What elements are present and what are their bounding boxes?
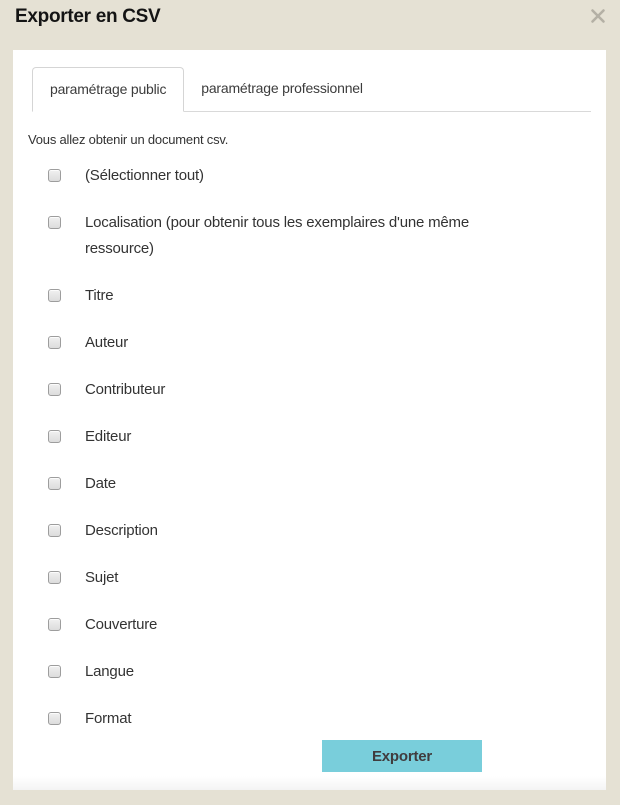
field-label[interactable]: Editeur: [85, 428, 132, 445]
field-label[interactable]: Date: [85, 475, 116, 492]
field-row-date: [28, 471, 591, 497]
tab-parametrage-professionnel[interactable]: paramétrage professionnel: [201, 80, 363, 96]
tab-parametrage-public[interactable]: paramétrage public: [32, 67, 184, 112]
checkbox-auteur[interactable]: [48, 336, 61, 349]
checkbox-localisation[interactable]: [48, 216, 61, 229]
checkbox-couverture[interactable]: [48, 618, 61, 631]
field-row-localisation: [28, 210, 591, 262]
checkbox-date[interactable]: [48, 477, 61, 490]
field-label[interactable]: Localisation (pour obtenir tous les exemplaires d'une même ressource): [85, 214, 469, 257]
checkbox-sujet[interactable]: [48, 571, 61, 584]
checkbox-editeur[interactable]: [48, 430, 61, 443]
field-row-select-all: [28, 163, 591, 189]
field-label[interactable]: Sujet: [85, 569, 119, 586]
page-title: Exporter en CSV: [15, 6, 161, 27]
field-label[interactable]: (Sélectionner tout): [85, 167, 204, 184]
export-button-row: [28, 740, 591, 772]
checkbox-description[interactable]: [48, 524, 61, 537]
checkbox-titre[interactable]: [48, 289, 61, 302]
intro-text: Vous allez obtenir un document csv.: [28, 132, 229, 147]
close-button[interactable]: [587, 7, 609, 29]
export-dialog-panel: [13, 50, 606, 790]
checkbox-format[interactable]: [48, 712, 61, 725]
field-row-description: [28, 518, 591, 544]
close-icon: [590, 8, 606, 29]
field-label[interactable]: Langue: [85, 663, 134, 680]
field-row-auteur: [28, 330, 591, 356]
field-row-langue: [28, 659, 591, 685]
checkbox-langue[interactable]: [48, 665, 61, 678]
field-row-editeur: [28, 424, 591, 450]
field-row-couverture: [28, 612, 591, 638]
field-label[interactable]: Auteur: [85, 334, 128, 351]
tab-bar: [32, 67, 591, 112]
field-row-format: [28, 706, 591, 732]
field-row-contributeur: [28, 377, 591, 403]
field-row-sujet: [28, 565, 591, 591]
field-label[interactable]: Format: [85, 710, 132, 727]
field-label[interactable]: Couverture: [85, 616, 158, 633]
field-label[interactable]: Contributeur: [85, 381, 166, 398]
field-row-titre: [28, 283, 591, 309]
export-button[interactable]: Exporter: [322, 740, 482, 772]
field-label[interactable]: Titre: [85, 287, 114, 304]
checkbox-contributeur[interactable]: [48, 383, 61, 396]
checkbox-select-all[interactable]: [48, 169, 61, 182]
field-label[interactable]: Description: [85, 522, 158, 539]
